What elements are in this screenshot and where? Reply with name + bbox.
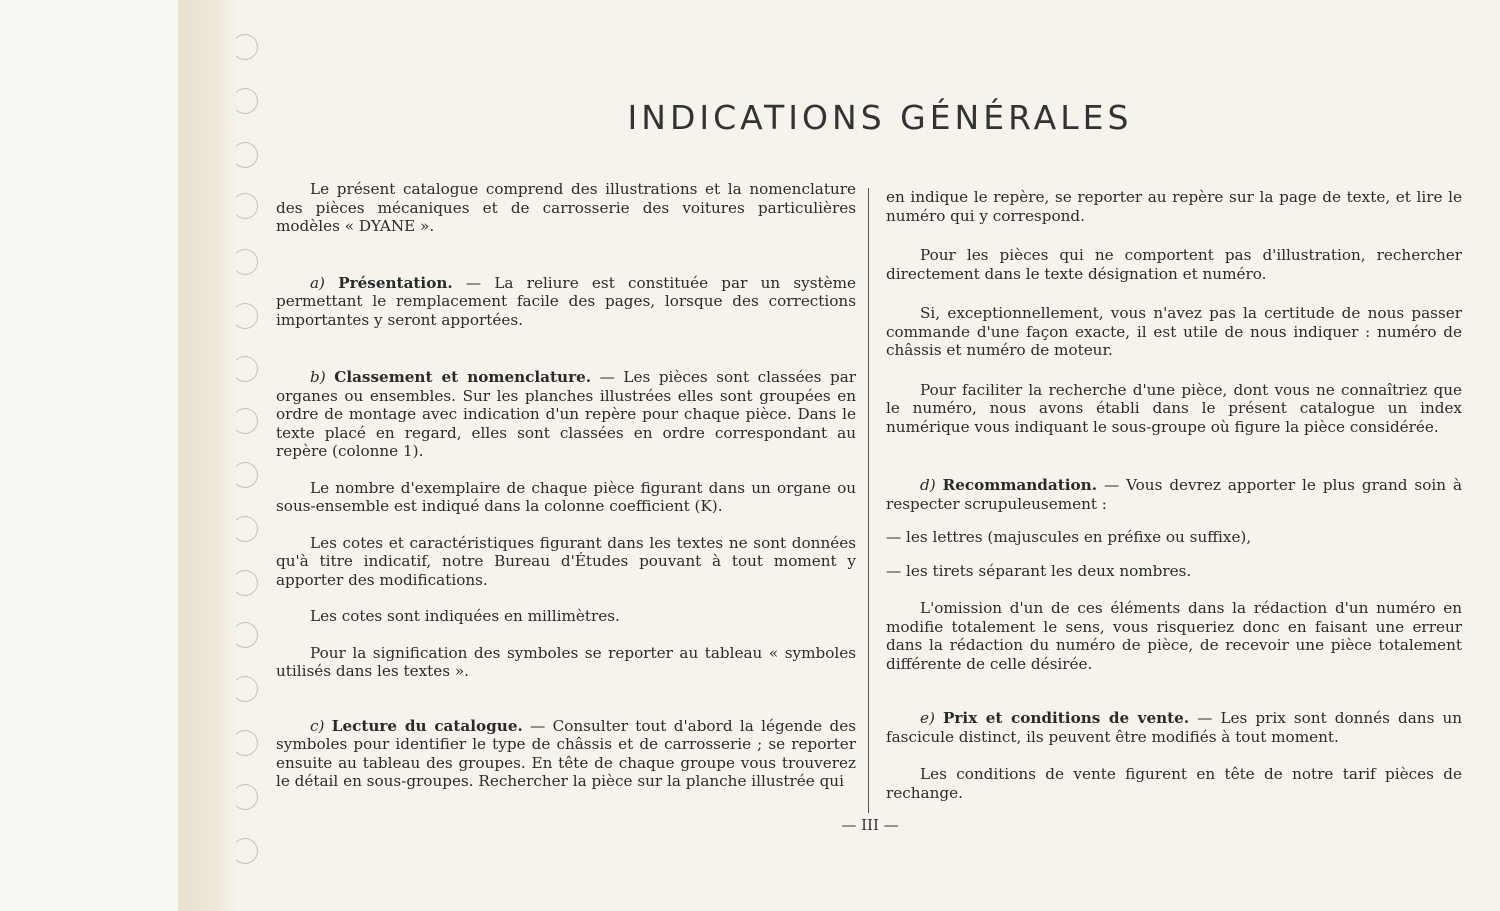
intro-paragraph: Le présent catalogue comprend des illustrations et la nomenclature des pièces mécaniques et de carrosserie des voitures particulières modèles « DYANE ». bbox=[276, 180, 856, 235]
section-c-continuation: en indique le repère, se reporter au repère sur la page de texte, et lire le numéro qui y correspond. bbox=[886, 188, 1462, 225]
section-b-paragraph-5: Pour la signification des symboles se reporter au tableau « symboles utilisés dans les textes ». bbox=[276, 643, 856, 680]
binder-hole bbox=[232, 34, 258, 60]
section-a-paragraph bbox=[276, 274, 856, 330]
section-a-text: — La reliure est constituée par un système permettant le remplacement facile des pages, lorsque des corrections importantes y seront apportées. bbox=[276, 273, 857, 329]
binder-hole bbox=[232, 622, 258, 648]
section-e-heading: Prix et conditions de vente. bbox=[943, 709, 1190, 727]
section-b-heading: Classement et nomenclature. bbox=[334, 368, 592, 386]
section-e-text: — Les prix sont donnés dans un fascicule distinct, ils peuvent être modifiés à tout moment. bbox=[886, 709, 1463, 746]
section-c-paragraph-2: Pour les pièces qui ne comportent pas d'illustration, rechercher directement dans le texte désignation et numéro. bbox=[886, 246, 1462, 283]
binder-hole bbox=[232, 193, 258, 219]
page-number: — III — bbox=[841, 816, 899, 834]
section-a-heading: Présentation. bbox=[338, 273, 453, 292]
section-c-letter: c) bbox=[310, 716, 325, 735]
binder-hole bbox=[232, 356, 258, 382]
section-c-text: — Consulter tout d'abord la légende des symboles pour identifier le type de châssis et de carrosserie ; se reporter ensuite au tableau des groupes. En tête de chaque groupe vous trouverez le détail en sous-groupes. Rechercher la pièce sur la planche illustrée qui bbox=[276, 716, 856, 790]
column-divider bbox=[868, 188, 869, 813]
section-d-item-1: — les lettres (majuscules en préfixe ou suffixe), bbox=[886, 528, 1252, 546]
binder-hole bbox=[232, 142, 258, 168]
section-b-paragraph-3: Les cotes et caractéristiques figurant dans les textes ne sont données qu'à titre indicatif, notre Bureau d'Études pouvant à tout moment y apporter des modifications. bbox=[276, 533, 856, 589]
binder-hole bbox=[232, 408, 258, 434]
section-e-paragraph bbox=[886, 709, 1462, 746]
page-title: INDICATIONS GÉNÉRALES bbox=[627, 98, 1133, 137]
section-b-paragraph-4: Les cotes sont indiquées en millimètres. bbox=[310, 607, 620, 625]
binder-hole bbox=[232, 88, 258, 114]
section-a-letter: a) bbox=[310, 273, 325, 292]
scan-background bbox=[0, 0, 178, 911]
binder-hole bbox=[232, 249, 258, 275]
binder-hole bbox=[232, 838, 258, 864]
section-b-letter: b) bbox=[310, 368, 326, 386]
section-c-paragraph-3: Si, exceptionnellement, vous n'avez pas la certitude de nous passer commande d'une façon exacte, il est utile de nous indiquer : numéro de châssis et numéro de moteur. bbox=[886, 304, 1462, 359]
section-d-text: — Vous devrez apporter le plus grand soin à respecter scrupuleusement : bbox=[886, 476, 1462, 513]
left-column bbox=[276, 180, 856, 791]
section-d-paragraph bbox=[886, 476, 1462, 513]
binder-hole bbox=[232, 570, 258, 596]
section-b-text: — Les pièces sont classées par organes ou ensembles. Sur les planches illustrées elles sont groupées en ordre de montage avec indication d'un repère pour chaque pièce. Dans le texte placé en regard, elles sont classées en ordre correspondant au repère (colonne 1). bbox=[276, 368, 857, 460]
binding-margin bbox=[178, 0, 238, 911]
binder-hole bbox=[232, 784, 258, 810]
binder-hole bbox=[232, 676, 258, 702]
section-c-paragraph-4: Pour faciliter la recherche d'une pièce, dont vous ne connaîtriez que le numéro, nous avons établi dans le présent catalogue un index numérique vous indiquant le sous-groupe où figure la pièce considérée. bbox=[886, 380, 1462, 436]
binder-hole bbox=[232, 516, 258, 542]
binder-hole bbox=[232, 303, 258, 329]
section-d-heading: Recommandation. bbox=[942, 476, 1097, 494]
section-d-letter: d) bbox=[920, 476, 936, 494]
right-column bbox=[886, 188, 1462, 802]
section-d-paragraph-2: L'omission d'un de ces éléments dans la rédaction d'un numéro en modifie totalement le sens, vous risqueriez donc en faisant une erreur dans la rédaction du numéro de pièce, de recevoir une pièce totalement différente de celle désirée. bbox=[886, 599, 1462, 673]
binder-hole bbox=[232, 462, 258, 488]
section-e-letter: e) bbox=[920, 709, 935, 727]
section-d-item-2: — les tirets séparant les deux nombres. bbox=[886, 561, 1192, 580]
section-c-paragraph bbox=[276, 717, 856, 791]
section-c-heading: Lecture du catalogue. bbox=[331, 716, 523, 735]
section-b-paragraph bbox=[276, 368, 856, 461]
binder-hole bbox=[232, 730, 258, 756]
section-b-paragraph-2: Le nombre d'exemplaire de chaque pièce figurant dans un organe ou sous-ensemble est indiqué dans la colonne coefficient (K). bbox=[276, 478, 856, 515]
section-e-paragraph-2: Les conditions de vente figurent en tête de notre tarif pièces de rechange. bbox=[886, 765, 1462, 802]
